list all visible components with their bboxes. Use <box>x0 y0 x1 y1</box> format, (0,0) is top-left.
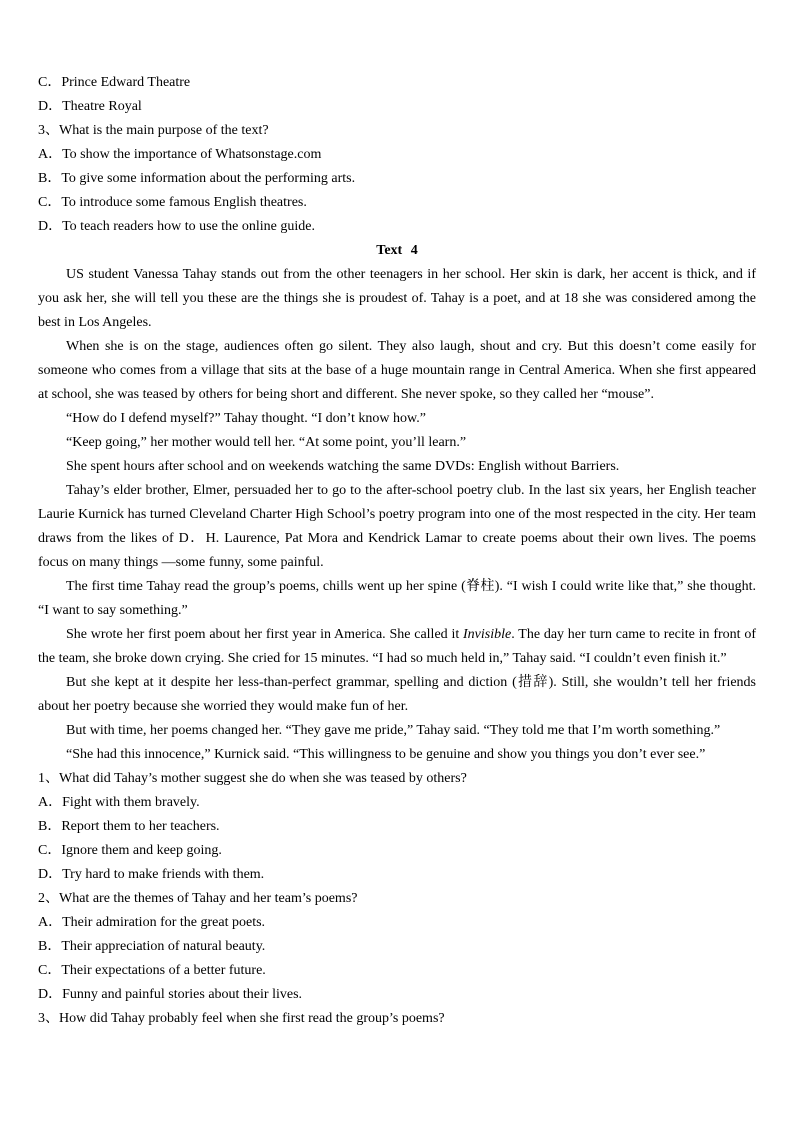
passage-paragraph: “How do I defend myself?” Tahay thought. “I don’t know how.” <box>66 411 426 426</box>
passage-paragraph: She spent hours after school and on weekends watching the same DVDs: English without Barriers. <box>66 459 620 474</box>
option-line-b: B．To give some information about the performing arts. <box>38 171 356 186</box>
option-line-d: D．Try hard to make friends with them. <box>38 867 265 882</box>
option-line-d: D．Theatre Royal <box>38 99 142 114</box>
paragraph-text: She wrote her first poem about her first year in America. She called it <box>66 627 464 642</box>
option-line-a: A．Fight with them bravely. <box>38 795 200 810</box>
question-stem: 3、How did Tahay probably feel when she first read the group’s poems? <box>38 1011 445 1026</box>
option-line-c: C．To introduce some famous English theatres. <box>38 195 307 210</box>
question-stem: 3、What is the main purpose of the text? <box>38 123 269 138</box>
poem-title-italic: Invisible <box>463 627 512 642</box>
option-line-c: C．Ignore them and keep going. <box>38 843 222 858</box>
passage-paragraph: When she is on the stage, audiences often go silent. They also laugh, shout and cry. But this doesn’t come easily for someone who comes from a village that sits at the base of a huge mountain range in Central America. When she first appeared at school, she was teased by others for being short and different. She never spoke, so they called her “mouse”. <box>38 339 756 402</box>
passage-paragraph: “Keep going,” her mother would tell her. “At some point, you’ll learn.” <box>66 435 467 450</box>
option-line-a: A．Their admiration for the great poets. <box>38 915 266 930</box>
option-line-a: A．To show the importance of Whatsonstage.com <box>38 147 322 162</box>
option-line-c: C．Their expectations of a better future. <box>38 963 266 978</box>
passage-paragraph: But with time, her poems changed her. “They gave me pride,” Tahay said. “They told me that I’m worth something.” <box>66 723 721 738</box>
option-line-b: B．Their appreciation of natural beauty. <box>38 939 266 954</box>
passage-paragraph: US student Vanessa Tahay stands out from the other teenagers in her school. Her skin is dark, her accent is thick, and if you ask her, she will tell you these are the things she is proudest of. Tahay is a poet, and at 18 she was considered among the best in Los Angeles. <box>38 267 756 330</box>
question-stem: 1、What did Tahay’s mother suggest she do when she was teased by others? <box>38 771 467 786</box>
section-heading: Text 4 <box>376 243 418 258</box>
passage-paragraph: “She had this innocence,” Kurnick said. “This willingness to be genuine and show you things you don’t ever see.” <box>66 747 706 762</box>
paragraph-text: . The day her turn came to recite in front of the team, she broke down crying. She cried for 15 minutes. “I had so much held in,” Tahay said. “I couldn’t even finish it.” <box>38 627 756 666</box>
option-line-c: C．Prince Edward Theatre <box>38 75 191 90</box>
option-line-b: B．Report them to her teachers. <box>38 819 220 834</box>
option-line-d: D．Funny and painful stories about their lives. <box>38 987 303 1002</box>
question-stem: 2、What are the themes of Tahay and her team’s poems? <box>38 891 358 906</box>
option-line-d: D．To teach readers how to use the online guide. <box>38 219 315 234</box>
passage-paragraph: The first time Tahay read the group’s poems, chills went up her spine (脊柱). “I wish I could write like that,” she thought. “I want to say something.” <box>38 579 756 618</box>
passage-paragraph <box>38 623 756 671</box>
passage-paragraph: Tahay’s elder brother, Elmer, persuaded her to go to the after-school poetry club. In the last six years, her English teacher Laurie Kurnick has turned Cleveland Charter High School’s poetry program into one of the most respected in the city. Her team draws from the likes of D．H. Laurence, Pat Mora and Kendrick Lamar to create poems about their own lives. The poems focus on many things —some funny, some painful. <box>38 483 756 570</box>
passage-paragraph: But she kept at it despite her less-than-perfect grammar, spelling and diction (措辞). Still, she wouldn’t tell her friends about her poetry because she worried they would make fun of her. <box>38 675 756 714</box>
